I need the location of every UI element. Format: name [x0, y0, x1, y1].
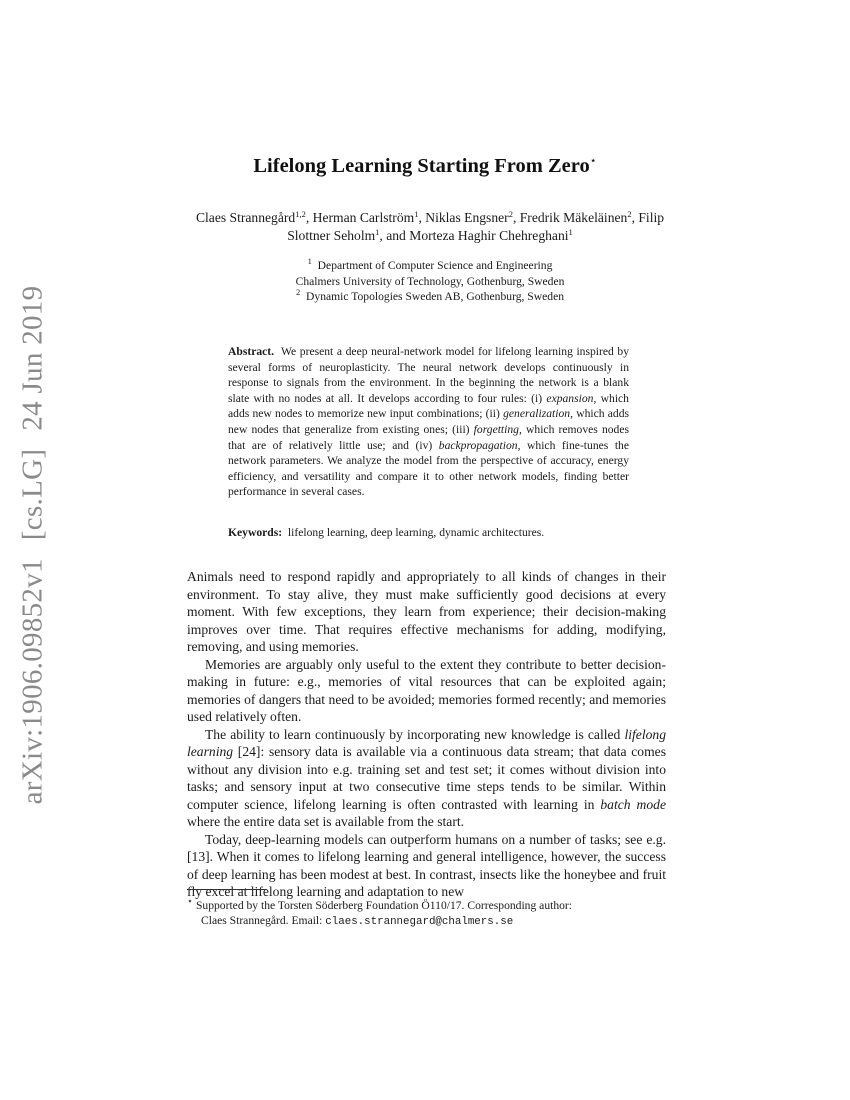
author: Herman Carlström [312, 210, 415, 225]
author: Claes Strannegård [195, 210, 296, 225]
affiliation-1-line2: Chalmers University of Technology, Gothenburg, Sweden [295, 274, 565, 288]
abstract-emphasis: generalization [503, 407, 571, 421]
abstract-text: , which adds new nodes to memorize new input combinations; (ii) [228, 391, 629, 421]
email-link[interactable]: claes.strannegard@chalmers.se [325, 915, 514, 928]
keywords-text: lifelong learning, deep learning, dynamic architectures. [287, 526, 545, 539]
author: Fredrik Mäkeläinen [519, 210, 628, 225]
footnote [187, 894, 666, 930]
affiliation-1-line1 [180, 258, 680, 274]
abstract-label: Abstract. [228, 345, 275, 358]
footnote-line1: Supported by the Torsten Söderberg Foundation Ö110/17. Corresponding author: [195, 898, 573, 912]
paragraph-3 [187, 726, 666, 831]
affiliation-mark: 2 [295, 287, 301, 297]
author-affiliation-mark: 2 [508, 209, 513, 219]
keywords [228, 525, 633, 541]
author-affiliation-mark: 1 [414, 209, 419, 219]
paragraph-text: The ability to learn continuously by incorporating new knowledge is called [205, 726, 625, 742]
abstract-emphasis: expansion [546, 391, 594, 405]
abstract-emphasis: forgetting [473, 422, 519, 436]
footnote-rule [187, 889, 267, 890]
abstract-text: , which removes nodes that are of relatively little use; and (iv) [228, 422, 629, 452]
abstract-text: , which adds new nodes that generalize from existing ones; (iii) [228, 407, 630, 436]
affiliation-text: Department of Computer Science and Engineering [317, 259, 553, 272]
arxiv-stamp [17, 268, 50, 805]
author-affiliation-mark: 1 [375, 227, 380, 237]
title-text: Lifelong Learning Starting From Zero [253, 155, 590, 177]
arxiv-category: [cs.LG] [16, 448, 49, 541]
arxiv-id: arXiv:1906.09852v1 [16, 558, 49, 805]
paper-title [0, 154, 850, 178]
author: Filip Slottner Seholm [287, 210, 665, 243]
abstract-emphasis: backpropagation [438, 438, 518, 452]
paragraph-text: where the entire data set is available from the start. [187, 814, 465, 829]
footnote-line2 [187, 913, 666, 930]
abstract-text: We present a deep neural-network model for lifelong learning inspired by several forms of neuroplasticity. The neural network develops continuously in response to signals from the environment. In the beginning the network is a blank slate with no nodes at all. It develops according to four rules: (i) [228, 345, 630, 405]
title-footnote-mark: ⋆ [589, 155, 597, 167]
paragraph-emphasis: batch mode [600, 796, 666, 812]
affiliation-mark: 1 [307, 256, 312, 266]
author-list: Claes Strannegård$^{1,2}$, Herman Carlström$^1$, Niklas Engsner$^2$, Fredrik Mäkeläinen$^2$, Filip Slottner Seholm$^1$, and Morteza Haghir Chehreghani$^1$ [195, 209, 665, 243]
paragraph-text: [24]: sensory data is available via a continuous data stream; that data comes without any division into e.g. training set and test set; it comes without division into tasks; and sensory input at two consecutive time steps tends to be similar. Within computer science, lifelong learning is often contrasted with learning in [187, 744, 666, 812]
author: Morteza Haghir Chehreghani [409, 228, 569, 243]
affiliation-text: Dynamic Topologies Sweden AB, Gothenburg, Sweden [306, 290, 565, 303]
body-text [187, 568, 666, 901]
footnote-text: Claes Strannegård. Email: [201, 913, 326, 927]
author-affiliation-mark: 2 [627, 209, 632, 219]
affiliations [180, 258, 680, 305]
paragraph-2: Memories are arguably only useful to the extent they contribute to better decision-making in future: e.g., memories of vital resources that can be exploited again; memories of dangers that need to be avoided; memories formed recently; and memories used relatively often. [187, 656, 666, 724]
paragraph-emphasis: lifelong learning [187, 726, 666, 759]
abstract [228, 344, 629, 500]
paragraph-1: Animals need to respond rapidly and appropriately to all kinds of changes in their environment. To stay alive, they must make sufficiently good decisions at every moment. With few exceptions, they learn from experience; their decision-making improves over time. That requires effective mechanisms for adding, modifying, removing, and using memories. [187, 569, 666, 654]
affiliation-2 [180, 289, 680, 305]
author-affiliation-mark: 1,2 [295, 209, 306, 219]
abstract-text: , which fine-tunes the network parameters. We analyze the model from the perspective of accuracy, energy efficiency, and versatility and compare it to other network models, finding better performance in several cases. [228, 438, 629, 499]
keywords-label: Keywords: [228, 526, 283, 539]
author: Niklas Engsner [425, 210, 509, 225]
paragraph-4: Today, deep-learning models can outperform humans on a number of tasks; see e.g. [13]. When it comes to lifelong learning and general intelligence, however, the success of deep learning has been modest at best. In contrast, insects like the honeybee and fruit fly excel at lifelong learning and adaptation to new [187, 831, 666, 899]
arxiv-date: 24 Jun 2019 [16, 285, 49, 431]
footnote-mark: ⋆ [187, 896, 194, 907]
author-affiliation-mark: 1 [568, 227, 573, 237]
